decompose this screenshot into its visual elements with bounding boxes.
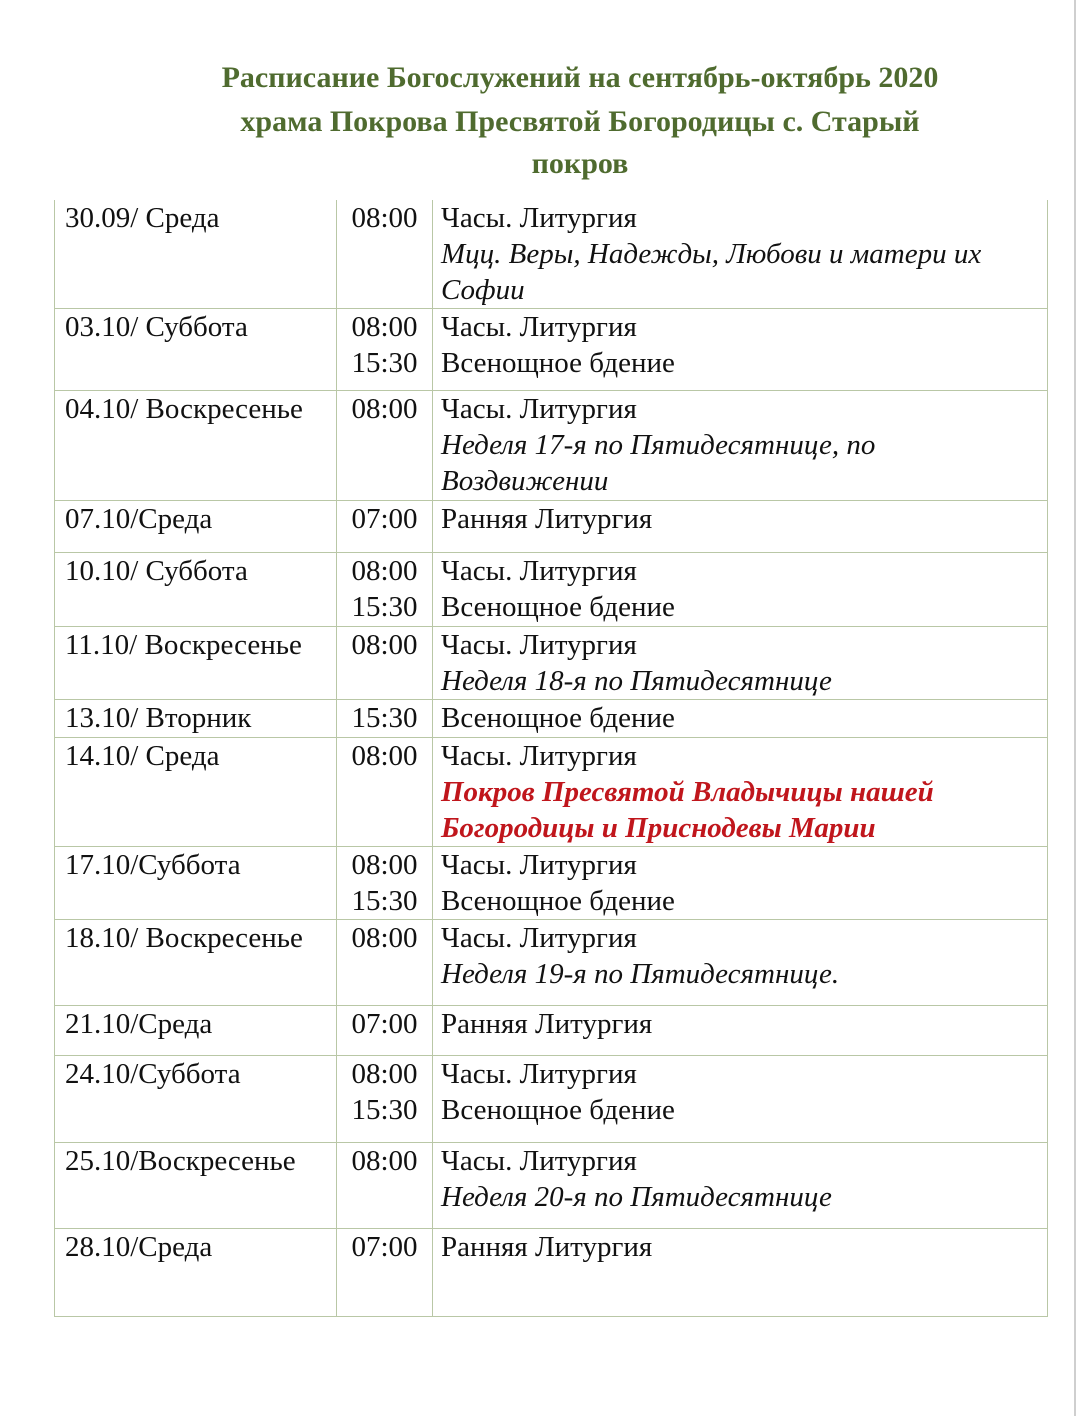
time-cell xyxy=(337,200,433,309)
time-value: 15:30 xyxy=(351,1094,418,1126)
time-cell xyxy=(337,309,433,391)
time-value: 08:00 xyxy=(351,1058,418,1090)
service-name: Часы. Литургия xyxy=(441,1145,637,1177)
service-cell xyxy=(433,1006,1048,1056)
schedule-table xyxy=(54,200,1048,1317)
service-cell xyxy=(433,627,1048,700)
time-value: 08:00 xyxy=(351,740,418,772)
service-cell xyxy=(433,1056,1048,1143)
date-cell: 30.09/ Среда xyxy=(55,200,337,309)
service-name: Всенощное бдение xyxy=(441,347,675,379)
time-value: 07:00 xyxy=(351,1008,418,1040)
service-name: Всенощное бдение xyxy=(441,1094,675,1126)
time-value: 15:30 xyxy=(351,347,418,379)
service-cell xyxy=(433,920,1048,1006)
time-cell xyxy=(337,1056,433,1143)
table-row xyxy=(55,553,1048,627)
table-row xyxy=(55,920,1048,1006)
table-row xyxy=(55,1056,1048,1143)
service-note: Неделя 17-я по Пятидесятнице, по Воздвижении xyxy=(441,429,876,497)
time-value: 15:30 xyxy=(351,885,418,917)
time-cell xyxy=(337,627,433,700)
service-name: Часы. Литургия xyxy=(441,202,637,234)
time-value: 08:00 xyxy=(351,555,418,587)
table-row xyxy=(55,391,1048,501)
service-name: Часы. Литургия xyxy=(441,740,637,772)
service-name: Всенощное бдение xyxy=(441,591,675,623)
service-cell xyxy=(433,553,1048,627)
service-cell xyxy=(433,501,1048,553)
time-cell xyxy=(337,920,433,1006)
time-value: 08:00 xyxy=(351,1145,418,1177)
date-cell: 21.10/Среда xyxy=(55,1006,337,1056)
service-name: Ранняя Литургия xyxy=(441,503,653,535)
time-value: 08:00 xyxy=(351,629,418,661)
time-cell xyxy=(337,738,433,847)
date-cell: 11.10/ Воскресенье xyxy=(55,627,337,700)
time-cell xyxy=(337,1006,433,1056)
service-note: Неделя 19-я по Пятидесятнице. xyxy=(441,958,840,990)
time-value: 08:00 xyxy=(351,922,418,954)
service-name: Часы. Литургия xyxy=(441,629,637,661)
page-title-line-1: Расписание Богослужений на сентябрь-октябрь 2020 xyxy=(221,61,939,94)
service-name: Часы. Литургия xyxy=(441,922,637,954)
service-cell xyxy=(433,1229,1048,1317)
table-row xyxy=(55,1229,1048,1317)
table-row xyxy=(55,1006,1048,1056)
service-name: Ранняя Литургия xyxy=(441,1008,653,1040)
time-cell xyxy=(337,1143,433,1229)
date-cell: 10.10/ Суббота xyxy=(55,553,337,627)
service-cell xyxy=(433,1143,1048,1229)
page-title-line-2: храма Покрова Пресвятой Богородицы с. Старый xyxy=(240,105,920,138)
service-name: Часы. Литургия xyxy=(441,555,637,587)
page-title-line-3: покров xyxy=(531,147,629,180)
time-value: 15:30 xyxy=(351,591,418,623)
date-cell: 17.10/Суббота xyxy=(55,847,337,920)
date-cell: 18.10/ Воскресенье xyxy=(55,920,337,1006)
feast-title: Покров Пресвятой Владычицы нашей xyxy=(441,776,934,808)
time-value: 08:00 xyxy=(351,202,418,234)
time-value: 07:00 xyxy=(351,503,418,535)
table-row xyxy=(55,501,1048,553)
table-row xyxy=(55,309,1048,391)
time-cell xyxy=(337,501,433,553)
date-cell: 24.10/Суббота xyxy=(55,1056,337,1143)
date-cell: 13.10/ Вторник xyxy=(55,700,337,738)
table-row xyxy=(55,200,1048,309)
time-cell xyxy=(337,700,433,738)
time-value: 07:00 xyxy=(351,1231,418,1263)
service-cell xyxy=(433,391,1048,501)
feast-title: Богородицы и Приснодевы Марии xyxy=(441,812,876,844)
time-cell xyxy=(337,553,433,627)
date-cell: 03.10/ Суббота xyxy=(55,309,337,391)
service-name: Всенощное бдение xyxy=(441,885,675,917)
time-value: 15:30 xyxy=(351,702,418,734)
service-note: Неделя 18-я по Пятидесятнице xyxy=(441,665,832,697)
time-cell xyxy=(337,391,433,501)
table-row xyxy=(55,627,1048,700)
date-cell: 07.10/Среда xyxy=(55,501,337,553)
service-name: Всенощное бдение xyxy=(441,702,675,734)
service-cell xyxy=(433,309,1048,391)
table-row xyxy=(55,700,1048,738)
service-name: Ранняя Литургия xyxy=(441,1231,653,1263)
service-note: Мцц. Веры, Надежды, Любови и матери их Софии xyxy=(441,238,982,306)
service-name: Часы. Литургия xyxy=(441,849,637,881)
date-cell: 14.10/ Среда xyxy=(55,738,337,847)
service-cell xyxy=(433,847,1048,920)
table-row xyxy=(55,738,1048,847)
service-name: Часы. Литургия xyxy=(441,393,637,425)
service-name: Часы. Литургия xyxy=(441,311,637,343)
date-cell: 04.10/ Воскресенье xyxy=(55,391,337,501)
table-row xyxy=(55,847,1048,920)
service-cell xyxy=(433,700,1048,738)
table-row xyxy=(55,1143,1048,1229)
time-value: 08:00 xyxy=(351,311,418,343)
service-cell xyxy=(433,738,1048,847)
date-cell: 25.10/Воскресенье xyxy=(55,1143,337,1229)
service-note: Неделя 20-я по Пятидесятнице xyxy=(441,1181,832,1213)
time-value: 08:00 xyxy=(351,393,418,425)
service-name: Часы. Литургия xyxy=(441,1058,637,1090)
service-cell xyxy=(433,200,1048,309)
time-value: 08:00 xyxy=(351,849,418,881)
time-cell xyxy=(337,847,433,920)
date-cell: 28.10/Среда xyxy=(55,1229,337,1317)
time-cell xyxy=(337,1229,433,1317)
